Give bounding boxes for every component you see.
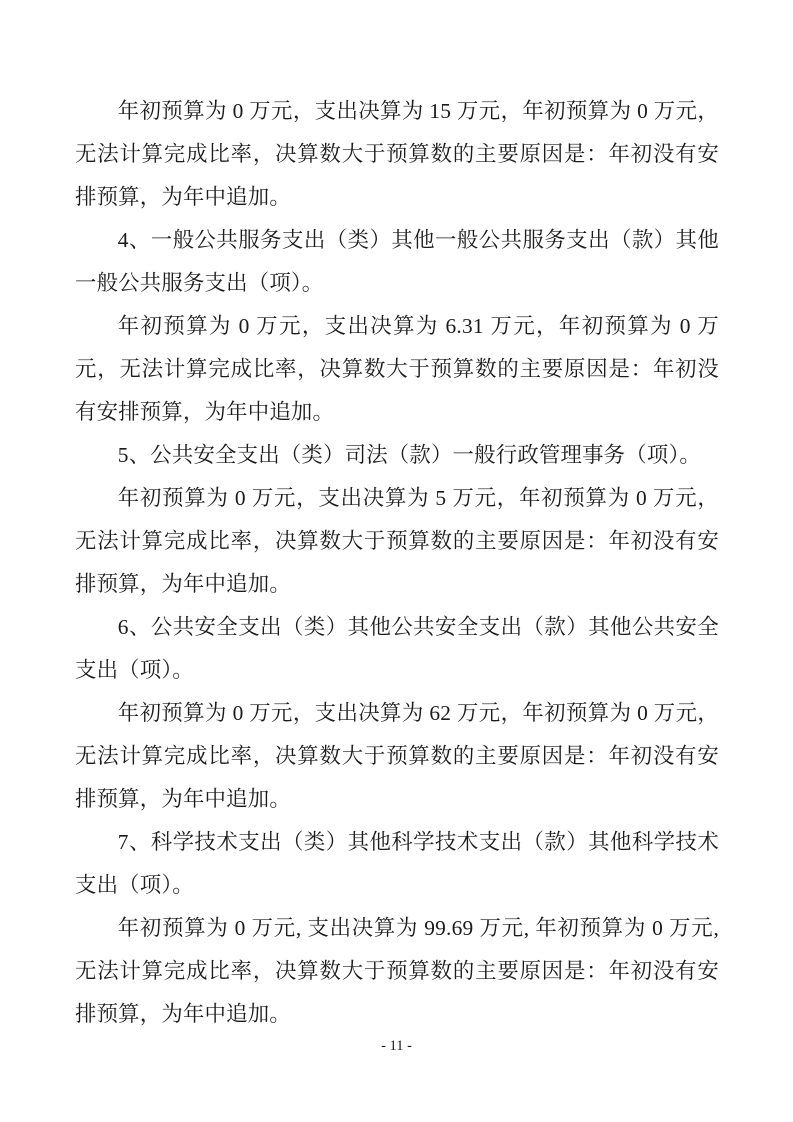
paragraph: 年初预算为 0 万元，支出决算为 6.31 万元，年初预算为 0 万元，无法计算完成比率，决算数大于预算数的主要原因是：年初没有安排预算，为年中追加。 — [75, 314, 719, 424]
paragraph: 6、公共安全支出（类）其他公共安全支出（款）其他公共安全支出（项）。 — [75, 615, 719, 682]
page-number: - 11 - — [381, 1038, 412, 1054]
paragraph: 年初预算为 0 万元，支出决算为 62 万元，年初预算为 0 万元，无法计算完成比率，决算数大于预算数的主要原因是：年初没有安排预算，为年中追加。 — [75, 701, 719, 811]
paragraph: 年初预算为 0 万元，支出决算为 5 万元，年初预算为 0 万元，无法计算完成比率，决算数大于预算数的主要原因是：年初没有安排预算，为年中追加。 — [75, 486, 719, 596]
paragraph: 年初预算为 0 万元, 支出决算为 99.69 万元, 年初预算为 0 万元, 无法计算完成比率，决算数大于预算数的主要原因是：年初没有安排预算，为年中追加。 — [75, 916, 719, 1026]
document-body — [75, 90, 719, 1036]
paragraph: 4、一般公共服务支出（类）其他一般公共服务支出（款）其他一般公共服务支出（项）。 — [75, 228, 719, 295]
paragraph: 年初预算为 0 万元，支出决算为 15 万元，年初预算为 0 万元，无法计算完成比率，决算数大于预算数的主要原因是：年初没有安排预算，为年中追加。 — [75, 99, 719, 209]
paragraph: 7、科学技术支出（类）其他科学技术支出（款）其他科学技术支出（项）。 — [75, 830, 719, 897]
paragraph: 5、公共安全支出（类）司法（款）一般行政管理事务（项）。 — [117, 443, 701, 467]
